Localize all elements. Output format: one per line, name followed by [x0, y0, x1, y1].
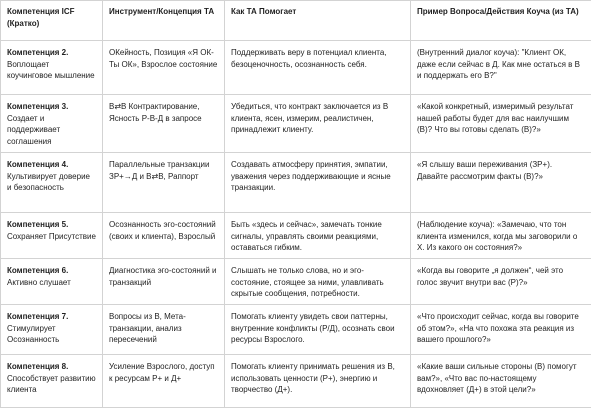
cell-example: (Наблюдение коуча): «Замечаю, что тон клиента изменился, когда мы заговорили о Х. Из какого он состояния?»	[411, 213, 591, 259]
table-row	[1, 153, 591, 213]
cell-example: «Я слышу ваши переживания (ЗР+). Давайте рассмотрим факты (В)?»	[411, 153, 591, 213]
cell-competency	[1, 153, 103, 213]
cell-help: Слышать не только слова, но и эго-состояние, стоящее за ними, улавливать скрытые сообщения, потребности.	[225, 259, 411, 305]
cell-competency	[1, 355, 103, 408]
table-row	[1, 213, 591, 259]
cell-help: Создавать атмосферу принятия, эмпатии, уважения через поддерживающие и ясные транзакции.	[225, 153, 411, 213]
header-help: Как ТА Помогает	[225, 1, 411, 41]
cell-help: Поддерживать веру в потенциал клиента, безоценочность, осознанность себя.	[225, 41, 411, 95]
competency-desc: Культивирует доверие и безопасность	[7, 171, 96, 194]
table-row	[1, 41, 591, 95]
cell-tool: Усиление Взрослого, доступ к ресурсам Р+ и Д+	[103, 355, 225, 408]
header-competency: Компетенция ICF (Кратко)	[1, 1, 103, 41]
cell-example: «Когда вы говорите „я должен“, чей это голос звучит внутри вас (Р)?»	[411, 259, 591, 305]
cell-tool: Осознанность эго-состояний (своих и клиента), Взрослый	[103, 213, 225, 259]
cell-example: «Что происходит сейчас, когда вы говорите об этом?», «На что похожа эта реакция из вашего прошлого?»	[411, 305, 591, 355]
table-row	[1, 355, 591, 408]
cell-tool: Вопросы из В, Мета-транзакции, анализ пересечений	[103, 305, 225, 355]
competency-desc: Создает и поддерживает соглашения	[7, 113, 96, 148]
table-row	[1, 95, 591, 153]
cell-example: (Внутренний диалог коуча): "Клиент ОК, даже если сейчас в Д. Как мне остаться в В и поддержать его В?"	[411, 41, 591, 95]
competency-desc: Стимулирует Осознанность	[7, 323, 96, 346]
competency-desc: Воплощает коучинговое мышление	[7, 59, 96, 82]
competency-desc: Активно слушает	[7, 277, 96, 289]
header-row	[1, 1, 591, 41]
competency-name: Компетенция 8.	[7, 361, 96, 373]
cell-tool: Диагностика эго-состояний и транзакций	[103, 259, 225, 305]
table-row	[1, 259, 591, 305]
cell-competency	[1, 213, 103, 259]
competency-name: Компетенция 7.	[7, 311, 96, 323]
header-example: Пример Вопроса/Действия Коуча (из ТА)	[411, 1, 591, 41]
cell-competency	[1, 41, 103, 95]
cell-competency	[1, 259, 103, 305]
competency-name: Компетенция 5.	[7, 219, 96, 231]
cell-example: «Какие ваши сильные стороны (В) помогут вам?», «Что вас по-настоящему вдохновляет (Д+) в этой цели?»	[411, 355, 591, 408]
competency-name: Компетенция 4.	[7, 159, 96, 171]
cell-tool: ОКейность, Позиция «Я ОК-Ты ОК», Взрослое состояние	[103, 41, 225, 95]
table-header	[1, 1, 591, 41]
competency-name: Компетенция 3.	[7, 101, 96, 113]
cell-example: «Какой конкретный, измеримый результат нашей работы будет для вас наилучшим (В)? Что вы готовы сделать (В)?»	[411, 95, 591, 153]
cell-help: Помогать клиенту увидеть свои паттерны, внутренние конфликты (Р/Д), осознать свои ресурсы Взрослого.	[225, 305, 411, 355]
cell-competency	[1, 95, 103, 153]
competency-desc: Сохраняет Присутствие	[7, 231, 96, 243]
cell-help: Убедиться, что контракт заключается из В клиента, ясен, измерим, реалистичен, принадлежит клиенту.	[225, 95, 411, 153]
cell-help: Быть «здесь и сейчас», замечать тонкие сигналы, управлять своими реакциями, оставаться гибким.	[225, 213, 411, 259]
table-row	[1, 305, 591, 355]
competency-desc: Способствует развитию клиента	[7, 373, 96, 396]
competency-name: Компетенция 2.	[7, 47, 96, 59]
header-tool: Инструмент/Концепция ТА	[103, 1, 225, 41]
cell-tool: В⇄В Контрактирование, Ясность Р-В-Д в запросе	[103, 95, 225, 153]
cell-help: Помогать клиенту принимать решения из В, использовать ценности (Р+), энергию и творчество (Д+).	[225, 355, 411, 408]
competency-name: Компетенция 6.	[7, 265, 96, 277]
cell-competency	[1, 305, 103, 355]
cell-tool: Параллельные транзакции ЗР+→Д и В⇄В, Раппорт	[103, 153, 225, 213]
table-body	[1, 41, 591, 408]
